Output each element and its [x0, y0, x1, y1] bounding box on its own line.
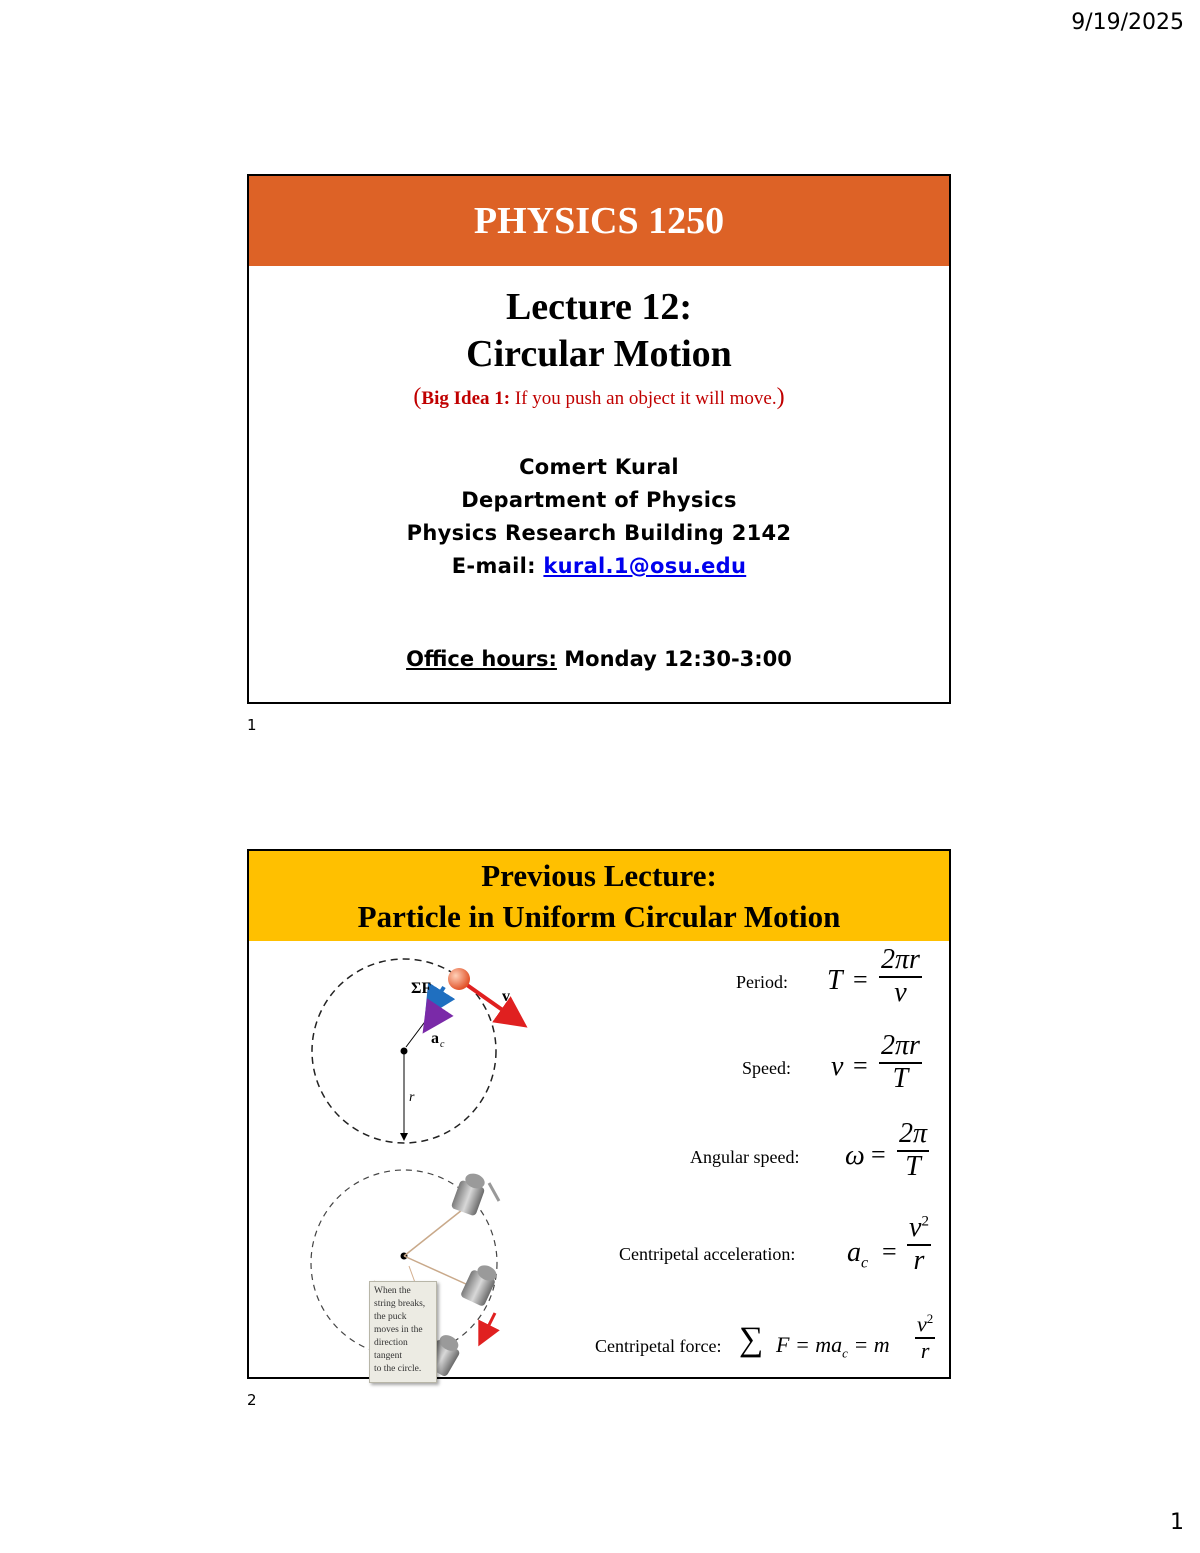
- period-equals: =: [853, 965, 868, 994]
- big-idea-close-paren: ): [776, 384, 785, 410]
- force-label: ΣF: [411, 980, 432, 997]
- callout-line: to the circle.: [374, 1364, 422, 1374]
- lecture-title-line2: Circular Motion: [466, 333, 732, 375]
- office-hours-value: Monday 12:30-3:00: [556, 647, 792, 671]
- angular-speed-fraction: [897, 1119, 929, 1183]
- department: Department of Physics: [461, 488, 737, 512]
- string-line: [406, 1019, 427, 1047]
- slide-2-title-band: [249, 851, 949, 941]
- particle-ball: [448, 968, 470, 990]
- angular-speed-equals: =: [871, 1140, 886, 1169]
- big-idea-open-paren: (: [413, 384, 422, 410]
- speed-label: Speed:: [742, 1058, 791, 1078]
- force-arrow: [429, 987, 444, 1011]
- centripetal-force-denominator: r: [920, 1337, 930, 1363]
- speed-fraction: [879, 1031, 922, 1095]
- centripetal-accel-label: Centripetal acceleration:: [619, 1244, 796, 1264]
- force-expr-part1: F = ma: [776, 1332, 843, 1357]
- puck-1: [451, 1171, 487, 1217]
- force-num-exponent: 2: [926, 1311, 934, 1326]
- big-idea-text: If you push an object it will move.: [510, 388, 777, 409]
- instructor-info: [249, 451, 949, 583]
- sum-symbol: ∑: [739, 1321, 764, 1358]
- slide-2-number: 2: [247, 1391, 257, 1409]
- speed-equals: =: [853, 1051, 868, 1080]
- page-date: 9/19/2025: [1071, 10, 1184, 35]
- centripetal-force-fraction: [915, 1312, 935, 1363]
- centripetal-accel-numerator: [907, 1213, 931, 1246]
- lecture-title: [249, 284, 949, 378]
- big-idea-label: Big Idea 1:: [421, 388, 511, 409]
- velocity-arrow: [467, 985, 521, 1023]
- tangent-velocity-arrow: [481, 1313, 495, 1341]
- instructor-name: Comert Kural: [519, 455, 679, 479]
- centripetal-force-label: Centripetal force:: [595, 1336, 722, 1356]
- office-location: Physics Research Building 2142: [406, 521, 792, 545]
- slide-1-number: 1: [247, 716, 257, 734]
- slide-2-title-line2: Particle in Uniform Circular Motion: [357, 899, 841, 934]
- slide-1-course-band: [249, 176, 949, 266]
- callout-line: the puck: [374, 1312, 407, 1322]
- period-fraction: [879, 945, 922, 1009]
- angular-speed-numerator: 2π: [897, 1119, 929, 1152]
- centripetal-accel-denominator: r: [913, 1244, 925, 1276]
- velocity-label: v: [502, 988, 510, 1005]
- course-title: PHYSICS 1250: [473, 200, 725, 242]
- string-breaks-callout: [369, 1281, 437, 1383]
- email-line: [249, 550, 949, 583]
- center-point: [401, 1048, 408, 1055]
- page-number: 1: [1170, 1510, 1184, 1535]
- speed-lhs: v: [831, 1051, 844, 1082]
- accel-subscript: c: [440, 1039, 445, 1050]
- centripetal-accel-equals: =: [882, 1237, 897, 1266]
- callout-line: tangent: [374, 1351, 402, 1361]
- speed-numerator: 2πr: [879, 1031, 922, 1064]
- callout-line: string breaks,: [374, 1299, 426, 1309]
- period-lhs: T: [827, 965, 843, 996]
- accel-subscript-c: c: [861, 1254, 869, 1272]
- accel-num-v: v: [909, 1212, 922, 1243]
- office-hours-label: Office hours:: [406, 647, 557, 671]
- accel-num-exponent: 2: [921, 1213, 929, 1230]
- angular-speed-label: Angular speed:: [690, 1147, 800, 1167]
- slide-2-title-line1: Previous Lecture:: [481, 858, 717, 893]
- force-num-v: v: [917, 1311, 927, 1337]
- email-link[interactable]: kural.1@osu.edu: [543, 554, 747, 578]
- accel-symbol: a: [847, 1237, 861, 1268]
- centripetal-accel-fraction: [907, 1213, 931, 1277]
- speed-denominator: T: [892, 1062, 909, 1094]
- centripetal-accel-lhs: [847, 1237, 868, 1273]
- force-expr-subscript: c: [842, 1345, 848, 1361]
- period-numerator: 2πr: [879, 945, 922, 978]
- big-idea: [249, 384, 949, 411]
- period-denominator: v: [894, 976, 907, 1008]
- lecture-title-line1: Lecture 12:: [505, 286, 693, 328]
- callout-line: When the: [374, 1286, 411, 1296]
- angular-speed-denominator: T: [905, 1150, 921, 1182]
- force-expr-part2: = m: [847, 1332, 890, 1357]
- string-1: [404, 1206, 467, 1256]
- callout-line: direction: [374, 1338, 408, 1348]
- slide-2: [247, 849, 951, 1379]
- slide-1: [247, 174, 951, 704]
- centripetal-force-numerator: [915, 1312, 935, 1339]
- accel-arrow: [427, 1009, 439, 1027]
- centripetal-force-expr: [776, 1332, 890, 1361]
- accel-label: a: [431, 1030, 439, 1047]
- office-hours: [249, 647, 949, 671]
- puck-2: [460, 1262, 499, 1307]
- circular-motion-figure: [299, 951, 559, 1381]
- callout-line: moves in the: [374, 1325, 423, 1335]
- email-label: E-mail:: [451, 554, 544, 578]
- motion-arrow-1: [489, 1183, 499, 1201]
- angular-speed-lhs: ω: [845, 1140, 865, 1171]
- radius-label: r: [409, 1090, 415, 1105]
- period-label: Period:: [736, 972, 788, 992]
